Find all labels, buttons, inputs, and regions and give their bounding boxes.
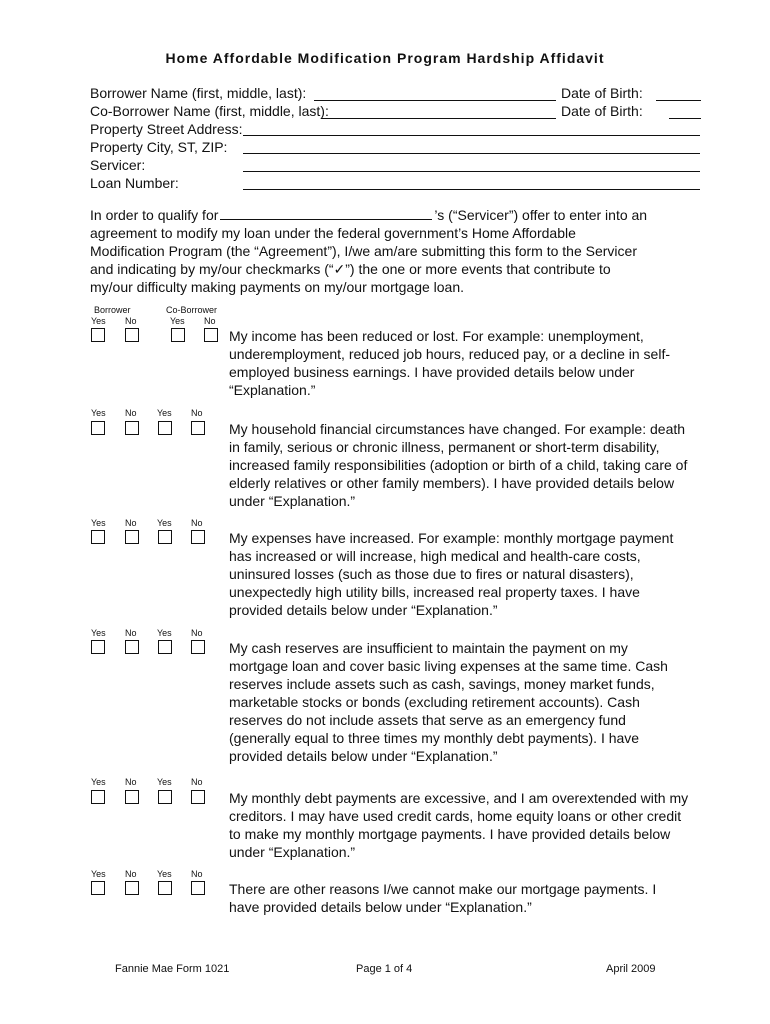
coborrower-yes-checkbox[interactable] <box>158 881 172 895</box>
borrower-no-checkbox[interactable] <box>125 790 139 804</box>
coborrower-no-checkbox[interactable] <box>191 530 205 544</box>
coborrower-no-checkbox[interactable] <box>204 328 218 342</box>
no-header: No <box>125 408 137 418</box>
borrower-dob-label: Date of Birth: <box>561 85 643 101</box>
borrower-yes-checkbox[interactable] <box>91 530 105 544</box>
yes-header: Yes <box>157 869 172 879</box>
coborrower-name-field[interactable] <box>321 118 556 119</box>
coborrower-yes-checkbox[interactable] <box>158 790 172 804</box>
coborrower-yes-checkbox[interactable] <box>158 421 172 435</box>
coborrower-name-label: Co-Borrower Name (first, middle, last): <box>90 103 329 119</box>
borrower-header: Borrower <box>94 305 131 315</box>
borrower-yes-checkbox[interactable] <box>91 421 105 435</box>
hardship-other-text: There are other reasons I/we cannot make our mortgage payments. I have provided details below under “Explanation.” <box>229 881 657 915</box>
coborrower-no-checkbox[interactable] <box>191 790 205 804</box>
borrower-no-checkbox[interactable] <box>125 421 139 435</box>
yes-header: Yes <box>157 518 172 528</box>
no-header: No <box>125 518 137 528</box>
borrower-yes-checkbox[interactable] <box>91 881 105 895</box>
yes-header: Yes <box>157 628 172 638</box>
coborrower-no-checkbox[interactable] <box>191 881 205 895</box>
yes-header: Yes <box>91 316 106 326</box>
yes-header: Yes <box>157 777 172 787</box>
intro-before: In order to qualify for <box>90 207 219 223</box>
borrower-no-checkbox[interactable] <box>125 640 139 654</box>
borrower-no-checkbox[interactable] <box>125 881 139 895</box>
no-header: No <box>125 316 137 326</box>
borrower-name-label: Borrower Name (first, middle, last): <box>90 85 307 101</box>
yes-header: Yes <box>91 777 106 787</box>
coborrower-yes-checkbox[interactable] <box>158 640 172 654</box>
borrower-no-checkbox[interactable] <box>125 530 139 544</box>
footer-form-number: Fannie Mae Form 1021 <box>115 963 230 975</box>
coborrower-header: Co-Borrower <box>166 305 218 315</box>
no-header: No <box>125 869 137 879</box>
no-header: No <box>191 777 203 787</box>
coborrower-yes-checkbox[interactable] <box>171 328 185 342</box>
no-header: No <box>191 869 203 879</box>
yes-header: Yes <box>91 869 106 879</box>
yes-header: Yes <box>91 518 106 528</box>
coborrower-yes-checkbox[interactable] <box>158 530 172 544</box>
borrower-yes-checkbox[interactable] <box>91 640 105 654</box>
hardship-cash-reserves-text: My cash reserves are insufficient to maintain the payment on my mortgage loan and cover basic living expenses at the same time. Cash reserves include assets such as cash, savings, money market funds, marketable stocks or bonds (excluding retirement accounts). Cash reserves do not include assets that serve as an emergency fund (generally equal to three times my monthly debt payments). I have provided details below under “Explanation.” <box>229 640 668 764</box>
no-header: No <box>125 777 137 787</box>
coborrower-dob-field[interactable] <box>669 118 701 119</box>
form-title: Home Affordable Modification Program Hardship Affidavit <box>165 50 605 66</box>
coborrower-no-checkbox[interactable] <box>191 421 205 435</box>
borrower-no-checkbox[interactable] <box>125 328 139 342</box>
servicer-field[interactable] <box>243 171 700 172</box>
street-label: Property Street Address: <box>90 121 243 137</box>
street-field[interactable] <box>243 135 700 136</box>
coborrower-no-checkbox[interactable] <box>191 640 205 654</box>
yes-header: Yes <box>91 628 106 638</box>
yes-header: Yes <box>91 408 106 418</box>
footer-date: April 2009 <box>606 963 656 975</box>
yes-header: Yes <box>170 316 185 326</box>
borrower-yes-checkbox[interactable] <box>91 328 105 342</box>
hardship-income-text: My income has been reduced or lost. For example: unemployment, underemployment, reduced job hours, reduced pay, or a decline in self-employed business earnings. I have provided details below under “Explanation.” <box>229 328 670 398</box>
hardship-debt-text: My monthly debt payments are excessive, and I am overextended with my creditors. I may have used credit cards, home equity loans or other credit to make my monthly mortgage payments. I have provided details below under “Explanation.” <box>229 790 689 860</box>
city-label: Property City, ST, ZIP: <box>90 139 228 155</box>
servicer-blank-field[interactable] <box>220 207 432 220</box>
no-header: No <box>125 628 137 638</box>
no-header: No <box>191 518 203 528</box>
yes-header: Yes <box>157 408 172 418</box>
borrower-yes-checkbox[interactable] <box>91 790 105 804</box>
city-field[interactable] <box>243 153 700 154</box>
no-header: No <box>191 408 203 418</box>
loan-number-field[interactable] <box>243 189 700 190</box>
loan-number-label: Loan Number: <box>90 175 179 191</box>
borrower-name-field[interactable] <box>314 100 556 101</box>
no-header: No <box>191 628 203 638</box>
hardship-household-text: My household financial circumstances have changed. For example: death in family, serious or chronic illness, permanent or short-term disability, increased family responsibilities (adoption or birth of a child, taking care of elderly relatives or other family members). I have provided details below under “Explanation.” <box>229 421 688 509</box>
hardship-expenses-text: My expenses have increased. For example: monthly mortgage payment has increased or will increase, high medical and health-care costs, uninsured losses (such as those due to fires or natural disasters), unexpectedly high utility bills, increased real property taxes. I have provided details below under “Explanation.” <box>229 530 674 618</box>
footer-page-number: Page 1 of 4 <box>356 963 413 975</box>
servicer-label: Servicer: <box>90 157 146 173</box>
intro-paragraph <box>90 206 650 296</box>
no-header: No <box>204 316 216 326</box>
coborrower-dob-label: Date of Birth: <box>561 103 643 119</box>
borrower-dob-field[interactable] <box>656 100 701 101</box>
intro-after: ’s (“Servicer”) offer to enter into an agreement to modify my loan under the federal government’s Home Affordable Modification Program (the “Agreement”), I/we am/are submitting this form to the Servicer and indicating by my/our checkmarks (“✓”) the one or more events that contribute to my/our difficulty making payments on my/our mortgage loan. <box>90 207 648 295</box>
